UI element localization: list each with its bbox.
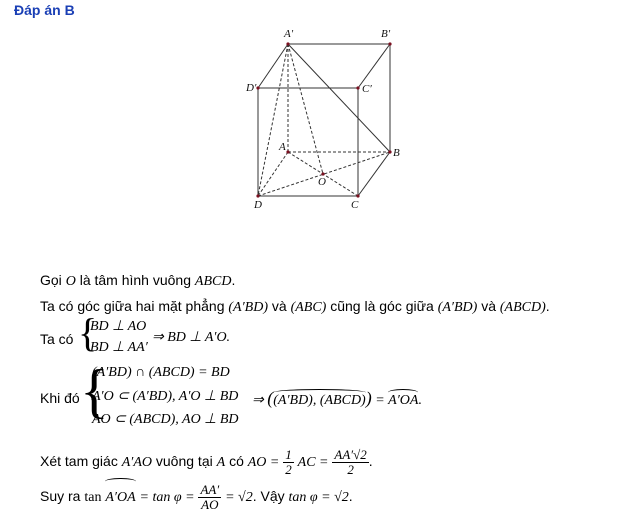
math-tan: tan [84,490,102,505]
fraction [283,448,294,477]
text: Xét tam giác [40,453,118,469]
seg-A1B [288,44,390,152]
math-angle: A′OA [388,393,419,408]
label-B1: B′ [381,28,391,40]
edge-CB [358,152,390,196]
system-result: ⇒ BD ⊥ A′O. [152,330,231,345]
denominator: AO [201,496,219,512]
angle-result: ⇒ ((A′BD), (ABCD)) = A′OA. [252,388,422,408]
label-A1: A′ [284,28,294,40]
text: = [375,393,385,408]
system-row: BD ⊥ AO [90,319,147,334]
denominator: 2 [347,461,354,477]
line-ta-co-label: Ta có [40,331,74,347]
text: . [545,298,550,314]
denominator: 2 [285,461,292,477]
label-B: B [393,147,400,159]
seg-A1O [288,44,323,174]
text: có [229,453,244,469]
system-row: (A′BD) ∩ (ABCD) = BD [92,365,230,380]
label-O: O [318,176,326,188]
line-center [40,271,235,291]
math-O: O [65,274,76,289]
math: AO = [247,455,280,470]
text: và [481,298,496,314]
text: Gọi [40,272,62,288]
fraction [198,483,221,512]
line-khi-do-label: Khi đó [40,390,80,406]
math-triangle: A′AO [121,455,152,470]
text: cũng là góc giữa [330,298,434,314]
line-triangle [40,446,373,478]
text: . [231,272,236,288]
label-D: D [254,199,262,211]
label-A: A [279,141,286,153]
math-plane: (ABCD) [499,300,546,315]
implies-symbol: ⇒ [252,393,264,408]
numerator: AA′ [200,481,220,497]
label-C1: C′ [362,83,372,95]
brace: { [78,310,98,355]
math-plane: (A′BD) [437,300,478,315]
answer-title: Đáp án B [14,2,75,18]
label-C: C [351,199,359,211]
text: . [348,488,353,504]
math-angle: A′OA [105,482,135,514]
system-row: A′O ⊂ (A′BD), A′O ⊥ BD [92,389,239,404]
math: = √2 [225,490,253,505]
text: . Vậy [252,488,285,504]
system-row: BD ⊥ AA′ [90,340,148,355]
math-plane: (A′BD) [228,300,268,315]
label-D1: D′ [246,82,257,94]
text: Suy ra [40,488,81,504]
numerator: 1 [285,446,292,462]
math-angle-planes: (A′BD), (ABCD) [273,393,366,408]
text: là tâm hình vuông [79,272,191,288]
math-ABCD: ABCD [194,274,232,289]
math: AC = [297,455,329,470]
numerator: AA′√2 [334,446,367,462]
fraction [332,448,368,477]
brace: { [80,358,109,424]
text: vuông tại [155,453,213,469]
math: = tan φ = [139,490,195,505]
math-A: A [216,455,226,470]
math-result: tan φ = √2 [288,490,349,505]
line-conclusion [40,480,353,514]
system-row: AO ⊂ (ABCD), AO ⊥ BD [92,412,239,427]
line-angle-statement [40,297,550,317]
edge-B1C1 [358,44,390,88]
text: Ta có góc giữa hai mặt phẳng [40,298,225,314]
math-plane: (ABC) [290,300,327,315]
text: . [368,453,373,469]
text: và [271,298,287,314]
